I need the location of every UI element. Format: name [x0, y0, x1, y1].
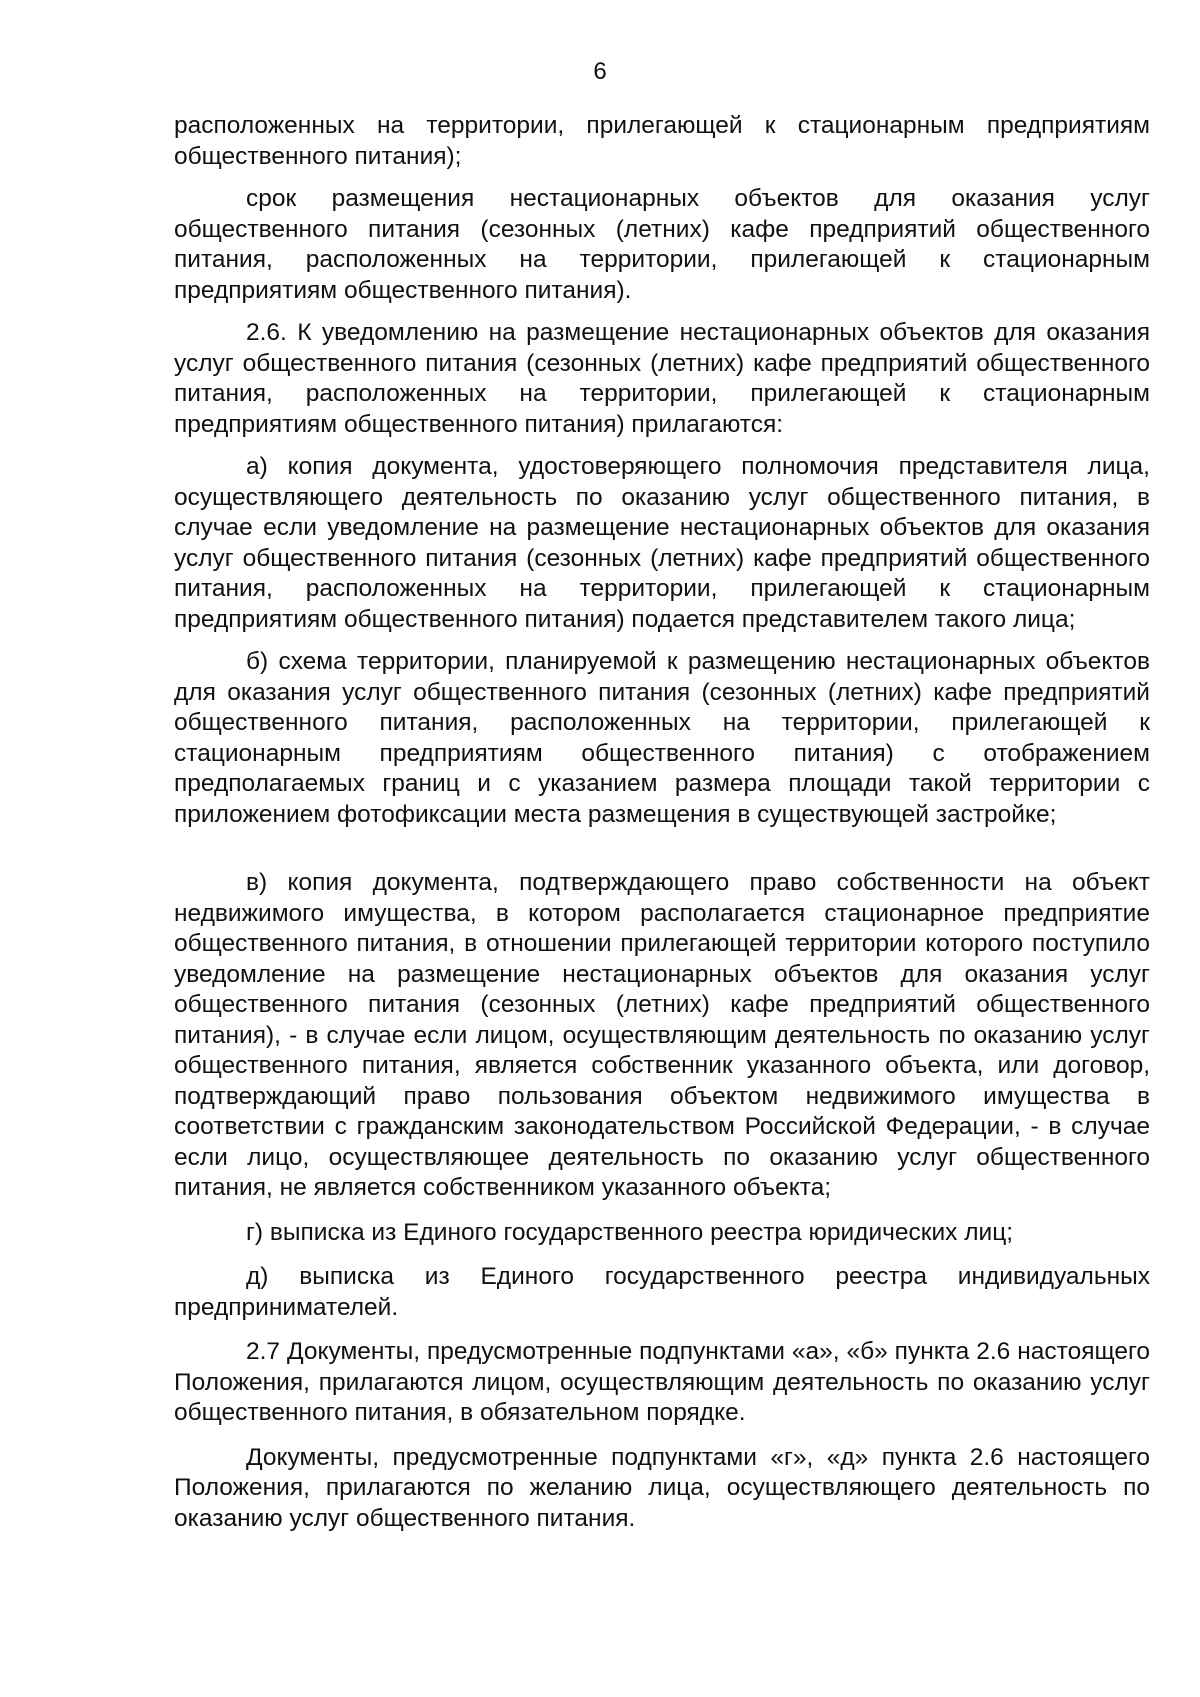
page-number: 6	[593, 58, 607, 85]
paragraph-item-v: в) копия документа, подтверждающего право собственности на объект недвижимого имущества, в котором располагается стационарное предприятие общественного питания, в отношении прилегающей территории которого поступило уведомление на размещение нестационарных объектов для оказания услуг общественного питания (сезонных (летних) кафе предприятий общественного питания), - в случае если лицом, осуществляющим деятельность по оказанию услуг общественного питания, является собственник указанного объекта, или договор, подтверждающий право пользования объектом недвижимого имущества в соответствии с гражданским законодательством Российской Федерации, - в случае если лицо, осуществляющее деятельность по оказанию услуг общественного питания, не является собственником указанного объекта;	[174, 869, 1150, 1201]
paragraph-item-d: д) выписка из Единого государственного реестра индивидуальных предпринимателей.	[174, 1263, 1150, 1321]
document-body	[174, 111, 1150, 1534]
paragraph-placement-term: срок размещения нестационарных объектов для оказания услуг общественного питания (сезонных (летних) кафе предприятий общественного питания, расположенных на территории, прилегающей к стационарным предприятиям общественного питания).	[174, 185, 1150, 304]
paragraph-item-g: г) выписка из Единого государственного реестра юридических лиц;	[246, 1218, 1014, 1246]
paragraph-continuation: расположенных на территории, прилегающей к стационарным предприятиям общественного питания);	[174, 112, 1150, 170]
paragraph-item-a: а) копия документа, удостоверяющего полномочия представителя лица, осуществляющего деятельность по оказанию услуг общественного питания, в случае если уведомление на размещение нестационарных объектов для оказания услуг общественного питания (сезонных (летних) кафе предприятий общественного питания, расположенных на территории, прилегающей к стационарным предприятиям общественного питания) подается представителем такого лица;	[174, 453, 1150, 633]
paragraph-item-b: б) схема территории, планируемой к размещению нестационарных объектов для оказания услуг общественного питания (сезонных (летних) кафе предприятий общественного питания, расположенных на территории, прилегающей к стационарным предприятиям общественного питания) с отображением предполагаемых границ и с указанием размера площади такой территории с приложением фотофиксации места размещения в существующей застройке;	[174, 648, 1150, 828]
paragraph-2-7: 2.7 Документы, предусмотренные подпунктами «а», «б» пункта 2.6 настоящего Положения, прилагаются лицом, осуществляющим деятельность по оказанию услуг общественного питания, в обязательном порядке.	[174, 1338, 1150, 1426]
paragraph-2-6: 2.6. К уведомлению на размещение нестационарных объектов для оказания услуг общественного питания (сезонных (летних) кафе предприятий общественного питания, расположенных на территории, прилегающей к стационарным предприятиям общественного питания) прилагаются:	[174, 319, 1150, 438]
paragraph-optional-documents: Документы, предусмотренные подпунктами «г», «д» пункта 2.6 настоящего Положения, прилагаются по желанию лица, осуществляющего деятельность по оказанию услуг общественного питания.	[174, 1443, 1150, 1532]
